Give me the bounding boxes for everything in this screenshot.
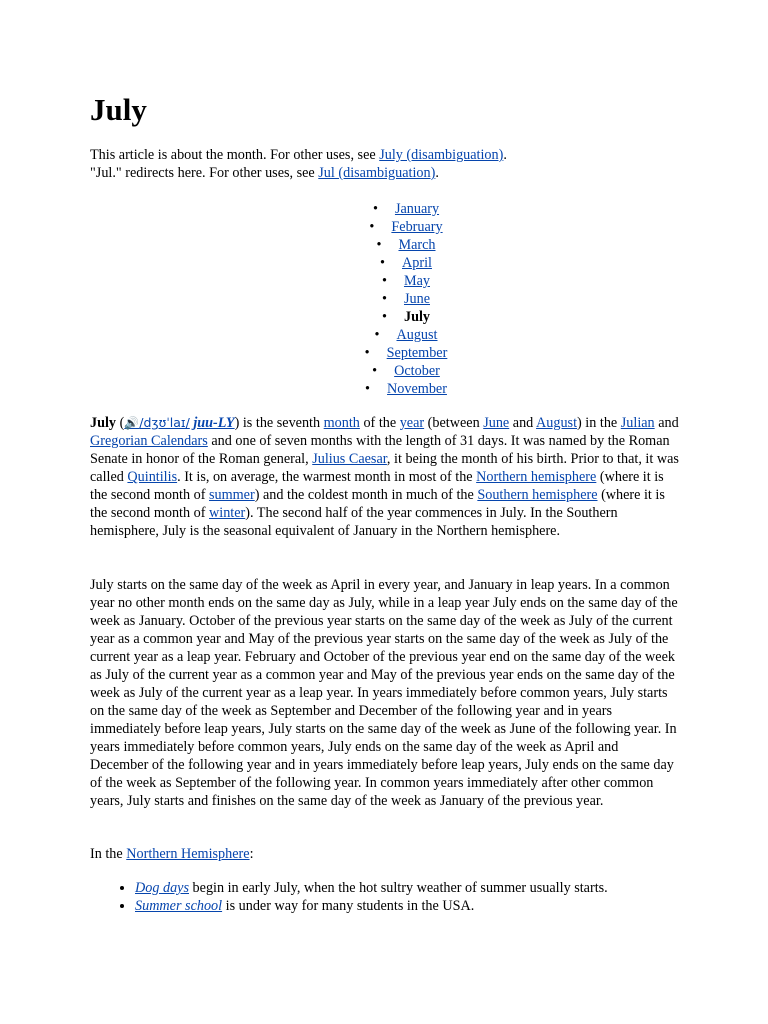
link-winter[interactable]: winter [209,505,246,521]
month-link-september[interactable]: September [386,345,448,361]
link-summer-school[interactable]: Summer school [135,898,223,914]
hatnote-text: "Jul." redirects here. For other uses, see [90,165,319,181]
month-item [90,326,722,344]
month-item [90,272,722,290]
bullet-icon: • [376,237,382,253]
text: In the [90,846,127,862]
bold-title: July [90,415,117,431]
month-item [90,200,722,218]
intro-paragraph [90,414,680,540]
month-item [90,254,722,272]
text: of the [359,415,400,431]
link-dog-days[interactable]: Dog days [135,880,189,896]
hatnote-text: . [503,147,507,163]
text: , it being the month of his birth. Prior to that, it was called [90,451,679,485]
bullet-icon: • [380,255,385,271]
bullet-icon: • [365,381,371,397]
month-item [90,218,722,236]
month-link-march[interactable]: March [398,237,436,253]
link-year[interactable]: year [399,415,425,431]
month-navigation-list [90,200,722,398]
list-item [135,879,695,897]
month-link-february[interactable]: February [391,219,443,235]
link-julius-caesar[interactable]: Julius Caesar [312,451,387,467]
text: and [509,415,537,431]
link-northern-hemisphere-section[interactable]: Northern Hemisphere [126,846,250,862]
link-jul-disambiguation[interactable]: Jul (disambiguation) [318,165,436,181]
month-item [90,380,722,398]
text: ). The second half of the year commences in July. In the Southern hemisphere, July is the seasonal equivalent of January in the Northern hemisphere. [90,505,618,539]
month-link-november[interactable]: November [387,381,447,397]
bullet-icon: • [381,291,387,307]
text: . It is, on average, the warmest month in most of the [177,469,477,485]
text: ) is the seventh [234,415,324,431]
northern-hemisphere-intro [90,845,680,863]
text: (where it is the second month of [90,487,665,521]
link-august[interactable]: August [536,415,578,431]
month-current-july: July [403,309,431,325]
link-month[interactable]: month [323,415,360,431]
text: : [249,846,254,862]
link-quintilis[interactable]: Quintilis [127,469,178,485]
text: (between [424,415,484,431]
link-julian[interactable]: Julian [620,415,655,431]
bullet-icon: • [369,219,375,235]
month-link-june[interactable]: June [403,291,430,307]
bullet-icon: • [372,363,378,379]
month-link-may[interactable]: May [403,273,430,289]
events-list [90,879,695,915]
link-southern-hemisphere[interactable]: Southern hemisphere [477,487,598,503]
text: ) in the [577,415,621,431]
bullet-icon: • [381,309,387,325]
page-title: July [90,92,147,127]
link-gregorian-calendars[interactable]: Gregorian Calendars [90,433,208,449]
speaker-icon[interactable]: 🔊 [124,416,140,430]
month-item [90,236,722,254]
text: ) and the coldest month in much of the [254,487,478,503]
bullet-icon: • [364,345,370,361]
month-link-january[interactable]: January [394,201,440,217]
month-item [90,344,722,362]
hatnote-text: . [435,165,439,181]
bullet-icon: • [372,201,378,217]
hatnote-text: This article is about the month. For other uses, see [90,147,380,163]
text: begin in early July, when the hot sultry weather of summer usually starts. [189,880,608,896]
calendar-paragraph: July starts on the same day of the week as April in every year, and January in leap years. In a common year no other month ends on the same day as July, while in a leap year July ends on the same day of the week as January. October of the previous year starts on the same day of the week as July of the current year as a common year and May of the previous year starts on the same day of the week as July of the current year as a leap year. February and October of the previous year end on the same day of the week as July of the current year as a common year and May of the previous year ends on the same day of the week as July of the current year as a leap year. In years immediately before common years, July starts on the same day of the week as September and December of the following year and in years immediately before leap years, July starts on the same day of the week as June of the following year. In years immediately before common years, July ends on the same day of the week as April and December of the following year and in years immediately before leap years, July ends on the same day of the week as September of the following year. In common years immediately after other common years, July starts and finishes on the same day of the week as January of the previous year. [90,577,678,809]
bullet-icon: • [374,327,380,343]
respelling-text: juu-LY [193,415,235,431]
link-northern-hemisphere[interactable]: Northern hemisphere [476,469,597,485]
month-link-april[interactable]: April [402,255,432,271]
ipa-pronunciation-link[interactable]: /dʒʊˈlaɪ/ [139,415,190,430]
text: (where it is the second month of [90,469,664,503]
link-july-disambiguation[interactable]: July (disambiguation) [379,147,504,163]
respelling-link[interactable] [193,415,234,431]
bullet-icon: • [381,273,387,289]
link-summer[interactable]: summer [209,487,255,503]
text: and one of seven months with the length of 31 days. It was named by the Roman Senate in honor of the Roman general, [90,433,670,467]
month-link-august[interactable]: August [396,327,438,343]
month-item [90,362,722,380]
month-item [90,290,722,308]
link-june[interactable]: June [483,415,510,431]
hatnote [90,146,507,182]
text: and [654,415,679,431]
list-item [135,897,695,915]
month-link-october[interactable]: October [394,363,440,379]
text: is under way for many students in the USA. [222,898,475,914]
month-item [90,308,722,326]
text: ( [116,415,125,431]
